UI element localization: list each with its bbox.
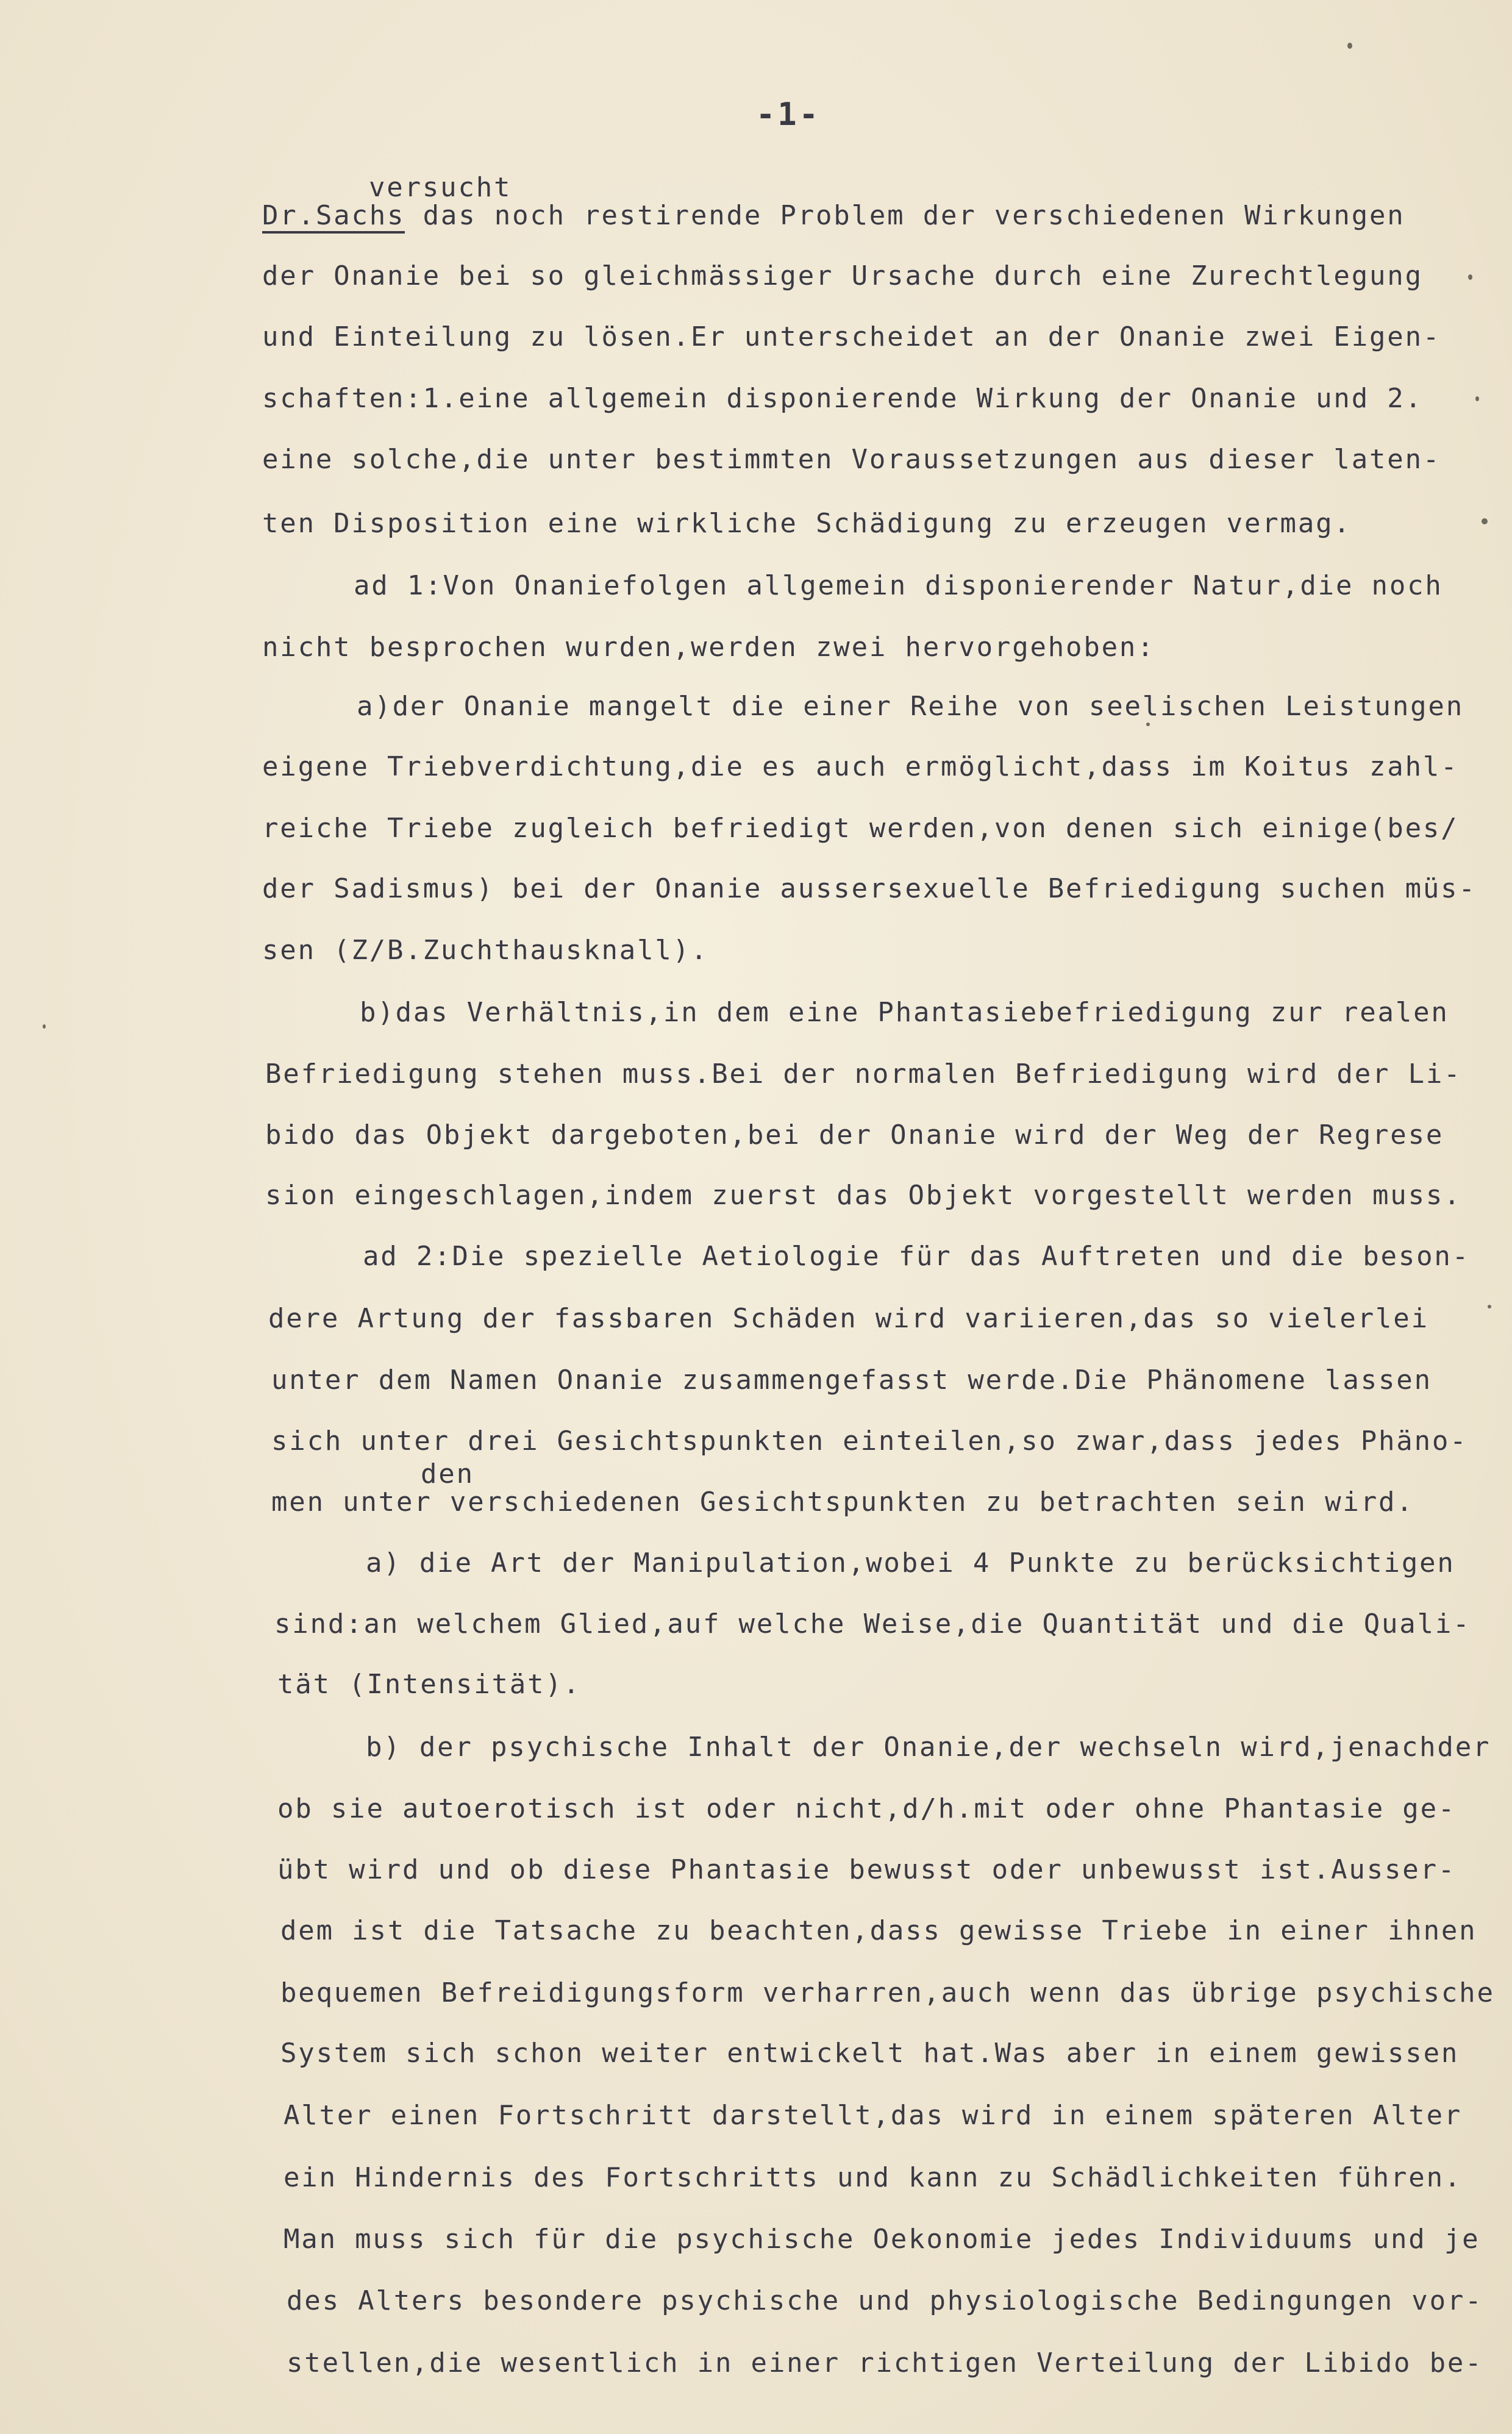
text-line: dere Artung der fassbaren Schäden wird variieren,das so vielerlei: [268, 1303, 1429, 1334]
paper-speck: [1482, 518, 1488, 524]
text-line-content: das noch restirende Problem der verschiedenen Wirkungen: [405, 200, 1405, 231]
paper-speck: [1146, 723, 1150, 726]
text-line: stellen,die wesentlich in einer richtigen Verteilung der Libido be-: [287, 2347, 1483, 2379]
text-line: bequemen Befreidigungsform verharren,auch wenn das übrige psychische: [280, 1977, 1495, 2008]
text-line: schaften:1.eine allgemein disponierende Wirkung der Onanie und 2.: [262, 383, 1423, 414]
text-line: der Sadismus) bei der Onanie aussersexuelle Befriedigung suchen müs-: [262, 873, 1477, 904]
text-line: sion eingeschlagen,indem zuerst das Objekt vorgestellt werden muss.: [265, 1180, 1462, 1211]
paper-speck: [1468, 274, 1472, 280]
text-line: ad 2:Die spezielle Aetiologie für das Auftreten und die beson-: [363, 1241, 1470, 1272]
text-line: bido das Objekt dargeboten,bei der Onanie wird der Weg der Regrese: [265, 1119, 1444, 1151]
text-line: reiche Triebe zugleich befriedigt werden,von denen sich einige(bes/: [262, 813, 1459, 844]
paper-speck: [1488, 1305, 1491, 1308]
paper-speck: [1475, 396, 1479, 401]
underlined-name: Dr.Sachs: [262, 200, 405, 234]
text-line: übt wird und ob diese Phantasie bewusst oder unbewusst ist.Ausser-: [277, 1854, 1457, 1885]
text-line: Man muss sich für die psychische Oekonomie jedes Individuums und je: [284, 2224, 1480, 2255]
text-line: und Einteilung zu lösen.Er unterscheidet an der Onanie zwei Eigen-: [262, 321, 1441, 352]
text-line: a)der Onanie mangelt die einer Reihe von seelischen Leistungen: [357, 691, 1464, 722]
text-line: der Onanie bei so gleichmässiger Ursache durch eine Zurechtlegung: [262, 260, 1423, 291]
text-line: sind:an welchem Glied,auf welche Weise,die Quantität und die Quali-: [274, 1608, 1471, 1640]
text-line: ten Disposition eine wirkliche Schädigung zu erzeugen vermag.: [262, 508, 1352, 539]
text-line: System sich schon weiter entwickelt hat.Was aber in einem gewissen: [280, 2038, 1460, 2069]
text-line: ad 1:Von Onaniefolgen allgemein disponierender Natur,die noch: [354, 570, 1443, 601]
text-line: nicht besprochen wurden,werden zwei hervorgehoben:: [262, 632, 1155, 663]
text-line: Befriedigung stehen muss.Bei der normalen Befriedigung wird der Li-: [265, 1058, 1462, 1090]
text-line: eigene Triebverdichtung,die es auch ermöglicht,dass im Koitus zahl-: [262, 751, 1459, 782]
text-line: Alter einen Fortschritt darstellt,das wird in einem späteren Alter: [284, 2100, 1463, 2131]
text-line: des Alters besondere psychische und physiologische Bedingungen vor-: [287, 2285, 1483, 2316]
insertion-den: den: [421, 1458, 474, 1490]
text-line: dem ist die Tatsache zu beachten,dass gewisse Triebe in einer ihnen: [280, 1915, 1477, 1946]
text-line: unter dem Namen Onanie zusammengefasst werde.Die Phänomene lassen: [271, 1365, 1432, 1396]
insertion-versucht: versucht: [369, 172, 512, 203]
page-number: -1-: [756, 96, 821, 133]
text-line: eine solche,die unter bestimmten Voraussetzungen aus dieser laten-: [262, 444, 1441, 475]
paper-speck: [1347, 43, 1352, 49]
text-line: sen (Z/B.Zuchthausknall).: [262, 935, 709, 966]
text-line: men unter verschiedenen Gesichtspunkten zu betrachten sein wird.: [271, 1486, 1414, 1518]
text-line: tät (Intensität).: [277, 1669, 581, 1700]
text-line: ob sie autoerotisch ist oder nicht,d/h.mit oder ohne Phantasie ge-: [277, 1793, 1457, 1824]
text-line: b)das Verhältnis,in dem eine Phantasiebefriedigung zur realen: [360, 997, 1449, 1028]
text-line: sich unter drei Gesichtspunkten einteilen,so zwar,dass jedes Phäno-: [271, 1426, 1468, 1457]
text-line: a) die Art der Manipulation,wobei 4 Punkte zu berücksichtigen: [366, 1547, 1455, 1579]
paper-speck: [43, 1024, 46, 1029]
text-line: ein Hindernis des Fortschritts und kann zu Schädlichkeiten führen.: [284, 2162, 1463, 2193]
text-line: [262, 200, 1405, 232]
text-line: b) der psychische Inhalt der Onanie,der wechseln wird,jenachder: [366, 1732, 1491, 1763]
